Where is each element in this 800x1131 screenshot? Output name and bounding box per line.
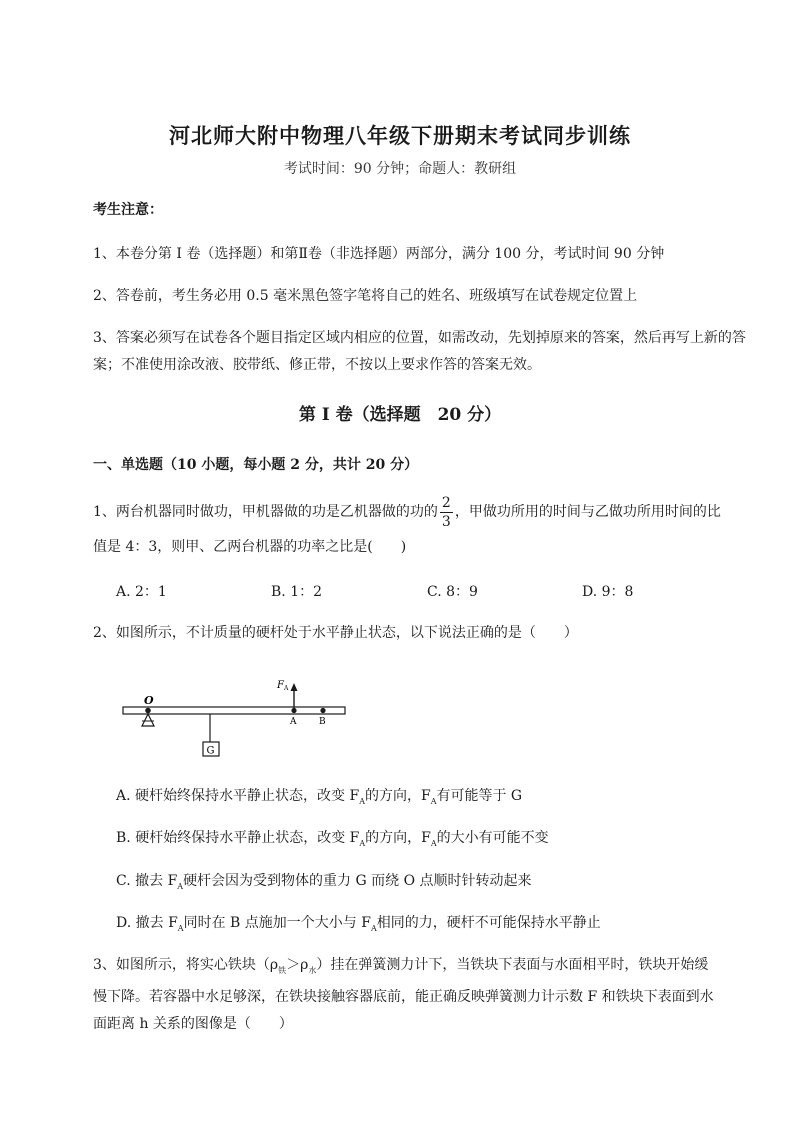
q2-d-sub-2: A <box>370 923 377 933</box>
notice-heading: 考生注意： <box>93 202 163 218</box>
notice-item-2: 2、答卷前，考生务必用 0.5 毫米黑色签字笔将自己的姓名、班级填写在试卷规定位置上 <box>93 288 638 304</box>
lever-rod <box>123 707 345 714</box>
q1-fraction-numerator: 2 <box>441 494 451 511</box>
q1-option-c[interactable]: C. 8：9 <box>427 584 478 600</box>
pivot-point <box>145 708 151 714</box>
q2-b-part-1: B. 硬杆始终保持水平静止状态，改变 F <box>116 830 360 846</box>
q2-d-sub-1: A <box>177 923 184 933</box>
q2-b-part-2: 的方向，F <box>365 830 431 846</box>
q2-a-part-1: A. 硬杆始终保持水平静止状态，改变 F <box>116 788 360 804</box>
q2-option-a[interactable] <box>116 783 756 815</box>
q1-text-before: 1、两台机器同时做功，甲机器做的功是乙机器做的功的 <box>93 504 438 520</box>
q2-b-part-3: 的大小有可能不变 <box>436 830 549 846</box>
lever-diagram <box>115 670 355 765</box>
q2-a-sub-2: A <box>430 796 437 806</box>
q2-a-sub-1: A <box>359 796 365 806</box>
q1-fraction <box>440 494 453 531</box>
q2-b-sub-1: A <box>359 838 366 848</box>
q2-c-part-2: 硬杆会因为受到物体的重力 G 而绕 O 点顺时针转动起来 <box>183 873 532 889</box>
page-title: 河北师大附中物理八年级下册期末考试同步训练 <box>169 123 631 148</box>
question-3 <box>93 952 753 1038</box>
q1-fraction-denominator: 3 <box>441 513 451 530</box>
label-o: O <box>144 694 154 707</box>
q2-option-c[interactable] <box>116 868 756 900</box>
label-a: A <box>290 717 297 727</box>
notice-item-1: 1、本卷分第 I 卷（选择题）和第Ⅱ卷（非选择题）两部分，满分 100 分，考试时间 90 分钟 <box>93 246 665 262</box>
section-title: 第 I 卷（选择题 20 分） <box>298 405 502 425</box>
q2-option-b[interactable] <box>116 825 756 857</box>
q3-line-2: 慢下降。若容器中水足够深，在铁块接触容器底前，能正确反映弹簧测力计示数 F 和铁块下表面到水 <box>93 988 714 1005</box>
q3-part-3: ）挂在弹簧测力计下，当铁块下表面与水面相平时，铁块开始缓 <box>316 957 709 973</box>
q1-text-after: ，甲做功所用的时间与乙做功所用时间的比 <box>454 504 721 520</box>
q1-line-2: 值是 4：3，则甲、乙两台机器的功率之比是( ) <box>93 539 407 555</box>
q2-a-part-2: 的方向，F <box>364 788 431 804</box>
q1-option-b[interactable]: B. 1：2 <box>271 584 323 600</box>
q3-line-3: 面距离 h 关系的图像是（ ） <box>93 1015 293 1032</box>
q2-d-part-2: 同时在 B 点施加一个大小与 F <box>183 915 371 931</box>
q2-d-part-1: D. 撤去 F <box>116 915 178 931</box>
label-f: F <box>277 680 284 691</box>
fulcrum-icon <box>142 714 154 726</box>
question-2-stem: 2、如图所示，不计质量的硬杆处于水平静止状态，以下说法正确的是（ ） <box>93 625 578 641</box>
exam-info: 考试时间：90 分钟；命题人：教研组 <box>283 161 517 177</box>
notice-item-3: 3、答案必须写在试卷各个题目指定区域内相应的位置，如需改动，先划掉原来的答案，然后再写上新的答案；不准使用涂改液、胶带纸、修正带，不按以上要求作答的答案无效。 <box>93 330 746 373</box>
force-arrow-head-icon <box>291 683 298 691</box>
q3-sub-2: 水 <box>308 965 317 975</box>
q2-d-part-3: 相同的力，硬杆不可能保持水平静止 <box>376 915 601 931</box>
label-f-sub: A <box>284 685 289 692</box>
q3-line-1 <box>93 952 753 984</box>
q1-option-a[interactable]: A. 2：1 <box>116 584 167 600</box>
q3-part-2: ＞ρ <box>286 957 309 973</box>
q2-c-sub-1: A <box>177 881 184 891</box>
label-b: B <box>319 717 326 727</box>
q3-sub-1: 铁 <box>278 965 287 975</box>
q2-option-d[interactable] <box>116 910 756 942</box>
label-g: G <box>206 745 215 757</box>
q2-a-part-3: 有可能等于 G <box>436 788 523 804</box>
q2-c-part-1: C. 撤去 F <box>116 873 178 889</box>
q3-part-1: 3、如图所示，将实心铁块（ρ <box>93 957 279 973</box>
point-a <box>291 708 296 713</box>
part-heading: 一、单选题（10 小题，每小题 2 分，共计 20 分） <box>93 457 419 473</box>
q1-option-d[interactable]: D. 9：8 <box>582 584 634 600</box>
q2-b-sub-2: A <box>430 838 437 848</box>
point-b <box>320 708 325 713</box>
question-1 <box>93 490 753 561</box>
